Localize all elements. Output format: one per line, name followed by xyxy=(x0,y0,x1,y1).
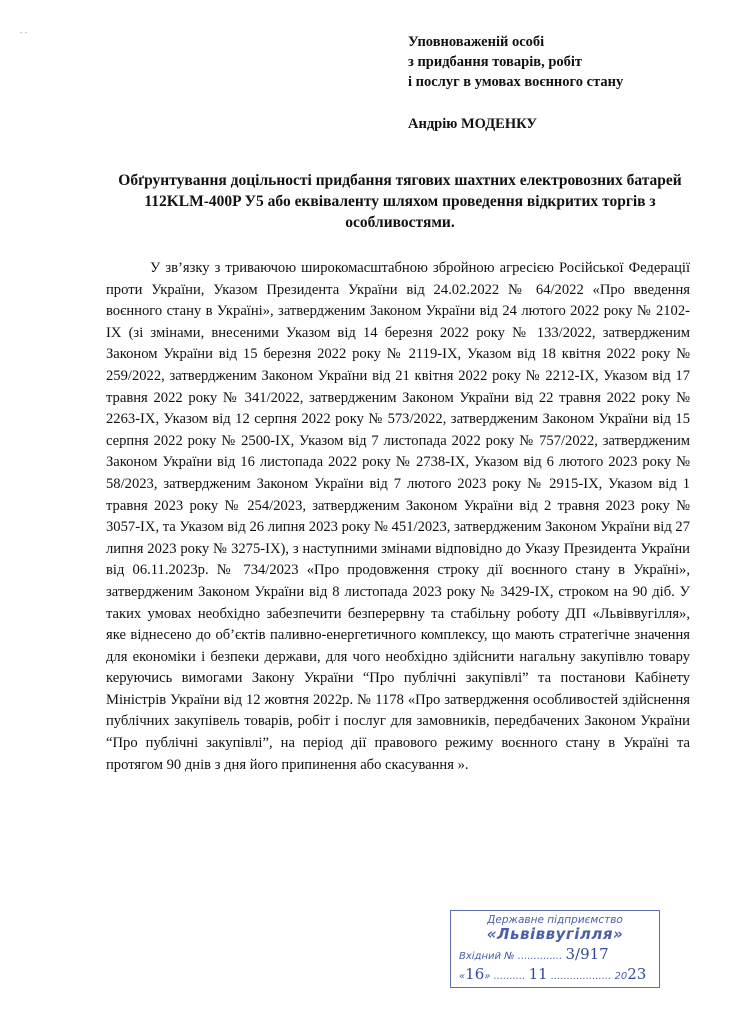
addressee-line: Уповноваженій особі xyxy=(408,34,545,50)
addressee-line: з придбання товарів, робіт xyxy=(408,54,583,70)
registration-stamp xyxy=(450,910,660,988)
stamp-org: Державне підприємство xyxy=(487,914,623,926)
scan-mark: - - xyxy=(20,28,28,37)
body-paragraph: У зв’язку з триваючою широкомасштабною збройною агресією Російської Федерації проти України, Указом Президента України від 24.02.2022 № 64/2022 «Про введення воєнного стану в Україні», затвердженим Законом України від 24 лютого 2022 року № 2102-IX (зі змінами, внесеними Указом від 14 березня 2022 року № 133/2022, затвердженим Законом України від 15 березня 2022 року № 2119-IX, Указом від 18 квітня 2022 року № 259/2022, затвердженим Законом України від 21 квітня 2022 року № 2212-IX, Указом від 17 травня 2022 року № 341/2022, затвердженим Законом України від 22 травня 2022 року № 2263-IX, Указом від 12 серпня 2022 року № 573/2022, затвердженим Законом України від 15 серпня 2022 року № 2500-IX, Указом від 7 листопада 2022 року № 757/2022, затвердженим Законом України від 16 листопада 2022 року № 2738-IX, Указом від 6 лютого 2023 року № 58/2023, затвердженим Законом України від 7 лютого 2023 року № 2915-IX, Указом від 1 травня 2023 року № 254/2023, затвердженим Законом України від 2 травня 2023 року № 3057-IX, та Указом від 26 липня 2023 року № 451/2023, затвердженим Законом України від 27 липня 2023 року № 3275-IX), з наступними змінами відповідно до Указу Президента України від 06.11.2023р. № 734/2023 «Про продовження строку дії воєнного стану в Україні», затвердженим Законом України від 8 листопада 2023 року № 3429-IX, строком на 90 діб. У таких умовах необхідно забезпечити безперервну та стабільну роботу ДП «Львіввугілля», яке віднесено до об’єктів паливно-енергетичного комплексу, що мають стратегічне значення для економіки і безпеки держави, для чого необхідно здійснити нагальну закупівлю товару керуючись вимогами Закону України “Про публічні закупівлі” та постанови Кабінету Міністрів України від 12 жовтня 2022р. № 1178 «Про затвердження особливостей здійснення публічних закупівель товарів, робіт і послуг для замовників, передбачених Законом України “Про публічні закупівлі”, на період дії правового режиму воєнного стану в Україні та протягом 90 днів з дня його припинення або скасування ». xyxy=(106,260,690,773)
stamp-year-prefix: 20 xyxy=(614,971,628,982)
stamp-incoming-number: 3/917 xyxy=(565,945,609,963)
stamp-day: 16 xyxy=(465,965,485,983)
stamp-name: «Львіввугілля» xyxy=(486,925,624,943)
stamp-month: 11 xyxy=(528,965,548,983)
stamp-incoming-row: Вхідний № .............. 3/917 xyxy=(459,945,609,963)
stamp-date-row: «16» .......... 11 ................... 2023 xyxy=(459,965,647,983)
addressee-block xyxy=(408,32,623,134)
addressee-name: Андрію МОДЕНКУ xyxy=(408,116,537,132)
addressee-line: і послуг в умовах воєнного стану xyxy=(408,74,624,90)
stamp-incoming-label: Вхідний № xyxy=(459,951,515,962)
document-title: Обґрунтування доцільності придбання тягових шахтних електровозних батарей 112KLM-400P У5 або еквіваленту шляхом проведення відкритих торгів з особливостями. xyxy=(118,172,682,231)
stamp-year-suffix: 23 xyxy=(627,965,647,983)
